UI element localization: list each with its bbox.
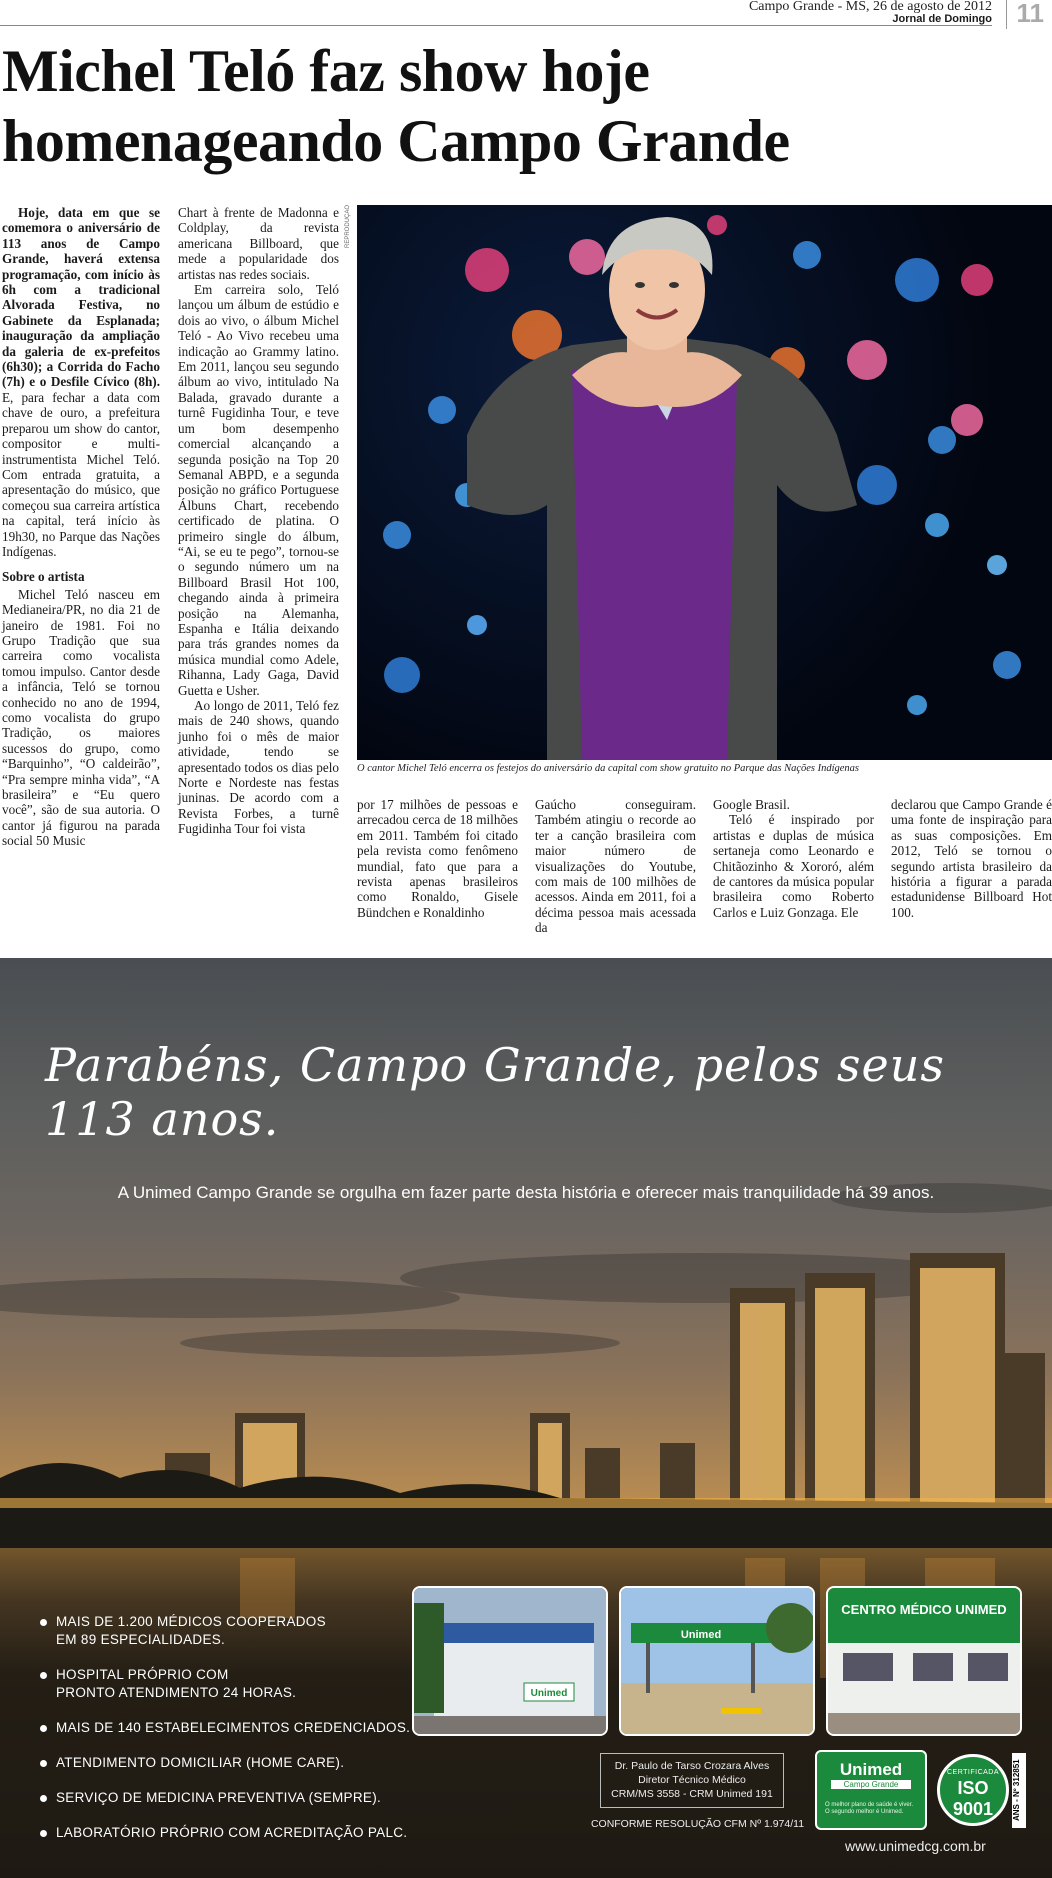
regulation-note: CONFORME RESOLUÇÃO CFM Nº 1.974/11 [590,1818,805,1830]
ans-registration: ANS - Nº 312851 [1012,1753,1026,1828]
iso-seal-number: ISO 9001 [952,1778,994,1819]
headline [2,36,1002,176]
article-column-1 [2,205,160,849]
artist-photo [357,205,1052,760]
unimed-logo-sub: Campo Grande [831,1780,911,1789]
newspaper-name: Jornal de Domingo [892,13,992,25]
page-number: 11 [1006,0,1045,29]
service-item: SERVIÇO DE MEDICINA PREVENTIVA (SEMPRE). [40,1789,410,1807]
medical-center-illustration [828,1588,1020,1734]
subhead: Sobre o artista [2,569,85,585]
unimed-logo-name: Unimed [839,1760,903,1779]
headline-line-2: homenageando Campo Grande [2,108,790,174]
signature-box [600,1753,784,1808]
ad-tagline: A Unimed Campo Grande se orgulha em fazer parte desta história e oferecer mais tranquilidade há 39 anos. [117,1183,935,1202]
article-paragraph-1-cont: Chart à frente de Madonna e Coldplay, da revista americana Billboard, que mede a popularidade dos artistas nas redes sociais. [178,205,339,282]
article-lead-rest: E, para fechar a data com chave de ouro, a prefeitura preparou um show do cantor, compositor e multi-instrumentista Michel Teló. Com entrada gratuita, a apresentação do músico, que começou sua carreira artística na capital, terá início às 19h30, no Parque das Nações Indígenas. [2,389,160,559]
article-paragraph-3: Ao longo de 2011, Teló fez mais de 240 shows, quando junho foi o mês de maior atividade, tendo se apresentado todos os dias pelo Norte e Nordeste nas festas juninas. De acordo com a Revista Forbes, a turnê Fugidinha Tour foi vista [178,698,339,837]
unimed-advertisement [0,958,1052,1878]
photo-caption: O cantor Michel Teló encerra os festejos do aniversário da capital com show gratuito no Parque das Nações Indígenas [357,763,860,774]
hospital-photo [412,1586,608,1736]
pharmacy-photo [619,1586,815,1736]
article-paragraph-3-cont3: Google Brasil. [713,797,790,812]
unimed-logo [815,1750,927,1830]
hospital-illustration [414,1588,606,1734]
service-item: MAIS DE 1.200 MÉDICOS COOPERADOS EM 89 ESPECIALIDADES. [40,1613,410,1649]
svg-text:Unimed: Unimed [530,1688,568,1699]
signature-name: Dr. Paulo de Tarso Crozara Alves [614,1760,770,1772]
website-link[interactable]: www.unimedcg.com.br [845,1838,986,1854]
article-lead: Hoje, data em que se comemora o aniversário de 113 anos de Campo Grande, haverá extensa programação, com início às 6h com a tradicional Alvorada Festiva, no Gabinete da Esplanada; inauguração da ampliação da galeria de ex-prefeitos (6h30); a Corrida do Facho (7h) e o Desfile Cívico (8h). [2,205,160,390]
service-item: LABORATÓRIO PRÓPRIO COM ACREDITAÇÃO PALC. [40,1824,410,1842]
photo-credit: REPRODUÇÃO [345,205,351,249]
medical-center-photo [826,1586,1022,1736]
signature-crm: CRM/MS 3558 - CRM Unimed 191 [611,1788,773,1800]
signature-role: Diretor Técnico Médico [638,1774,746,1786]
iso-seal-label: CERTIFICADA [946,1769,1000,1776]
service-item: MAIS DE 140 ESTABELECIMENTOS CREDENCIADOS. [40,1719,410,1737]
service-item: HOSPITAL PRÓPRIO COM PRONTO ATENDIMENTO 24 HORAS. [40,1666,410,1702]
article-column-3 [357,797,518,920]
article-column-5 [713,797,874,920]
article-paragraph-3-cont: por 17 milhões de pessoas e arrecadou cerca de 18 milhões em 2011. Também foi citado pela revista como fenômeno mundial, fato que para a revista apenas brasileiros como Ronaldo, Gisele Bündchen e Ronaldinho [357,797,518,920]
services-list [40,1613,410,1859]
dateline: Campo Grande - MS, 26 de agosto de 2012 [748,0,992,14]
artist-photo-illustration [357,205,1052,760]
article-paragraph-1: Michel Teló nasceu em Medianeira/PR, no dia 21 de janeiro de 1981. Foi no Grupo Tradição que sua carreira como vocalista tomou impulso. Cantor desde a infância, Teló se tornou conhecido no ano de 1994, como vocalista do grupo Tradição, os maiores sucessos do grupo, como “Barquinho”, “O caldeirão”, “Pra sempre minha vida”, “A brasileira” e “Eu quero você”, são de sua autoria. O cantor já figurou na parada social 50 Music [2,586,160,849]
unimed-slogan: O melhor plano de saúde é viver. O segundo melhor é Unimed. [825,1802,914,1815]
page-header [0,0,1052,30]
header-rule [0,25,992,26]
article-column-2 [178,205,339,837]
article-paragraph-4-cont: declarou que Campo Grande é uma fonte de inspiração para as suas composições. Em 2012, Teló se tornou o segundo artista brasileiro da história a figurar a parada estadunidense Billboard Hot 100. [891,797,1052,920]
ad-script-title: Parabéns, Campo Grande, pelos seus 113 anos. [45,1038,945,1146]
article-paragraph-2: Em carreira solo, Teló lançou um álbum de estúdio e dois ao vivo, o álbum Michel Teló - Ao Vivo recebeu uma indicação ao Grammy latino. Em 2011, lançou seu segundo álbum ao vivo, intitulado Na Balada, gravado durante a turnê Fugidinha Tour, e teve um bom desempenho comercial alcançando a segunda posição na Top 20 Semanal ABPD, e a segunda posição no gráfico Portuguese Álbuns Chart, recebendo certificado de platina. O primeiro single do álbum, “Ai, se eu te pego”, tornou-se o segundo número um na Billboard Brasil Hot 100, chegando ainda à primeira posição na Alemanha, Espanha e Itália deixando para trás grandes nomes da música mundial como Adele, Rihanna, Lady Gaga, David Guetta e Usher. [178,282,339,698]
article-paragraph-3-cont2: Gaúcho conseguiram. Também atingiu o recorde ao ter a canção brasileira com maior número de visualizações do Youtube, com mais de 100 milhões de acessos. Ainda em 2011, foi a décima pessoa mais acessada da [535,797,696,936]
headline-line-1: Michel Teló faz show hoje [2,38,650,104]
pharmacy-illustration [621,1588,813,1734]
article-column-6 [891,797,1052,920]
centro-medico-sign: CENTRO MÉDICO UNIMED [841,1602,1007,1617]
article-column-4 [535,797,696,936]
article-paragraph-4: Teló é inspirado por artistas e duplas de música sertaneja como Leonardo e Chitãozinho & Xororó, além de cantores da música popular brasileira como Roberto Carlos e Luiz Gonzaga. Ele [713,812,874,920]
iso-9001-seal [937,1754,1009,1826]
service-item: ATENDIMENTO DOMICILIAR (HOME CARE). [40,1754,410,1772]
unimed-sign: Unimed [680,1629,722,1641]
